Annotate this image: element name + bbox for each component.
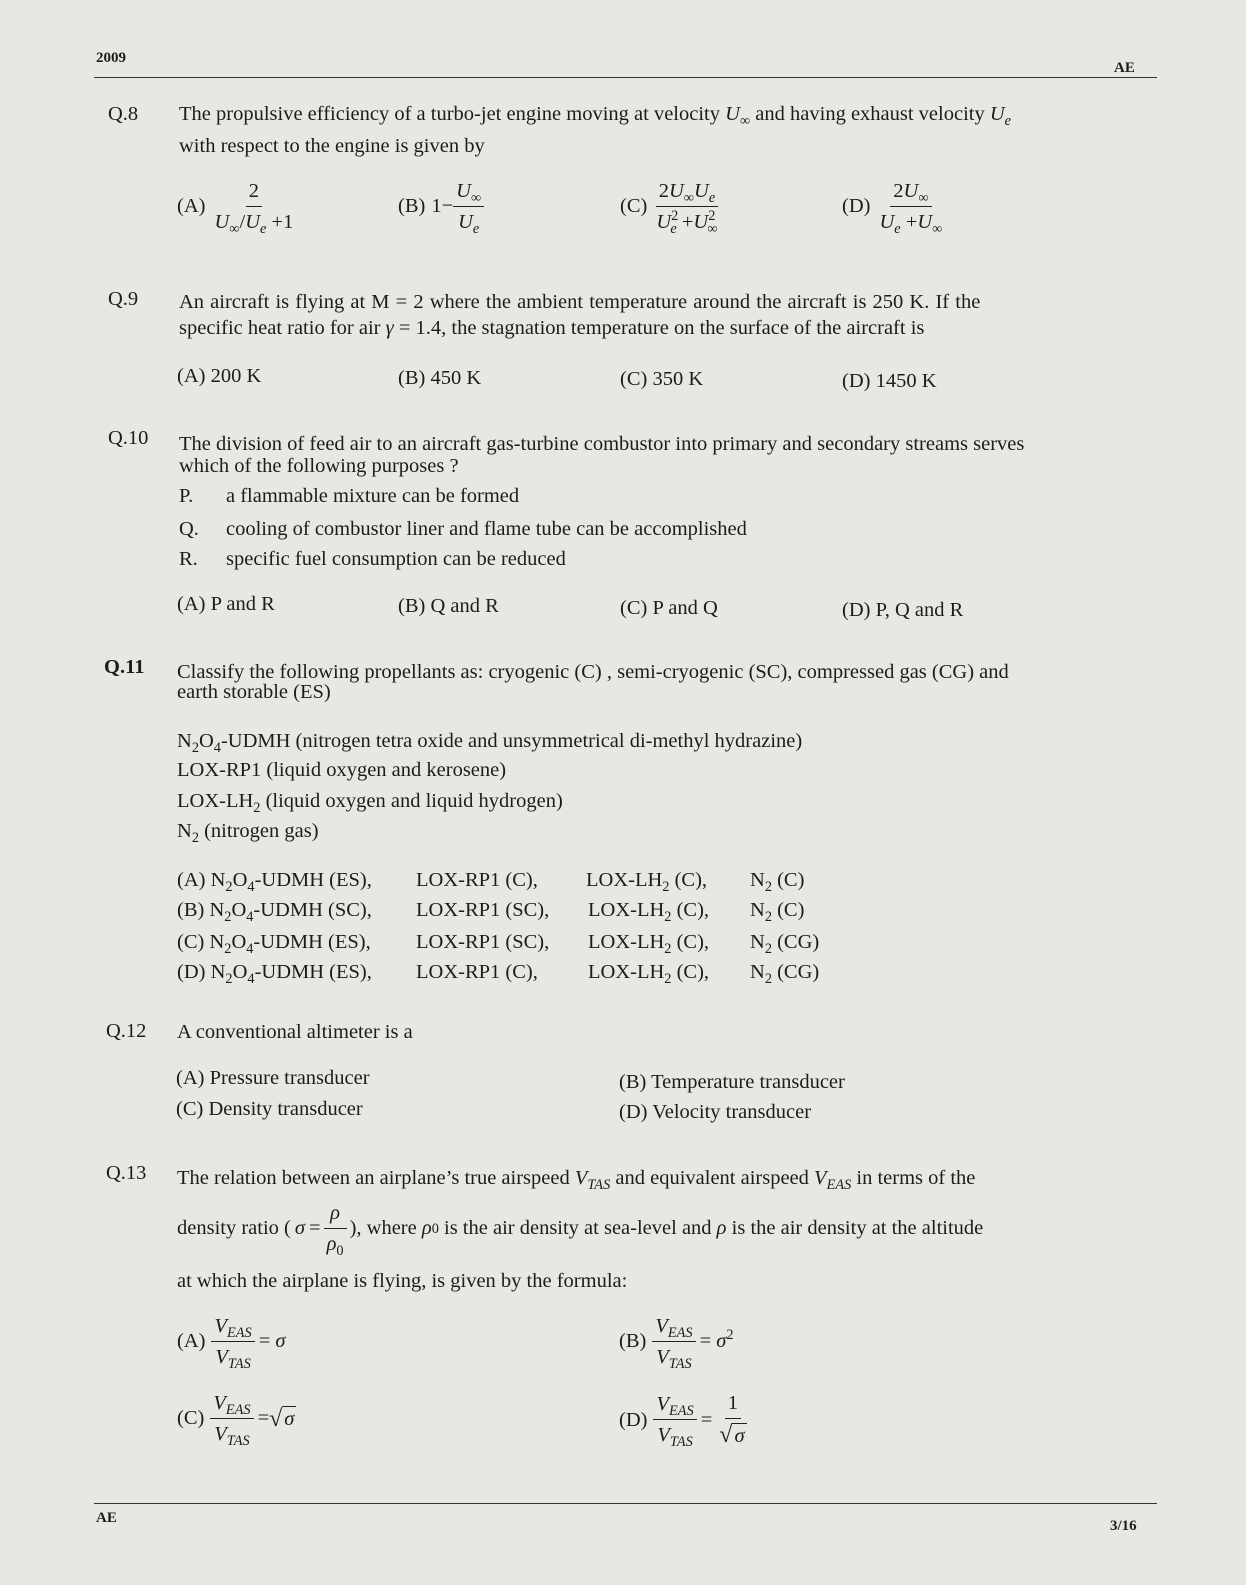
header-rule [94, 77, 1157, 78]
q10-option-b[interactable]: (B) Q and R [398, 595, 499, 617]
q12-option-b[interactable]: (B) Temperature transducer [619, 1071, 845, 1093]
q11-propellant-1: $N_2O_4$-UDMH (nitrogen tetra oxide and unsymmetrical di-methyl hydrazine) [177, 730, 803, 757]
footer-page-number: 3/16 [1110, 1518, 1137, 1534]
q8-option-c[interactable]: (C) $\frac{2U_\infty U_e}{U^2_e +U^2_\infty}$ [620, 180, 718, 237]
q10-number: Q.10 [108, 427, 149, 449]
q12-number: Q.12 [106, 1020, 147, 1042]
q10-statement-p: P. a flammable mixture can be formed [179, 485, 520, 507]
q9-number: Q.9 [108, 288, 139, 310]
q12-option-c[interactable]: (C) Density transducer [176, 1098, 363, 1120]
q8-stem-line2: with respect to the engine is given by [179, 135, 485, 157]
q11-propellant-2: LOX-RP1 (liquid oxygen and kerosene) [177, 759, 507, 781]
q9-stem-line2: specific heat ratio for air γ = 1.4, the stagnation temperature on the surface of the aircraft is [179, 317, 925, 339]
q10-option-a[interactable]: (A) P and R [177, 593, 275, 615]
q11-option-c[interactable]: (C) $N_2O_4$-UDMH (ES), LOX-RP1 (SC), LOX-$LH_2$ (C), $N_2$ (CG) [177, 931, 820, 958]
q8-option-a[interactable]: (A) $\frac{2}{U_\infty/U_e +1}$ [177, 180, 294, 237]
q8-option-b[interactable]: (B) 1− $\frac{U_\infty}{U_e}$ [398, 180, 484, 233]
q10-stem-line1: The division of feed air to an aircraft gas-turbine combustor into primary and secondary streams serves [179, 433, 1025, 455]
q11-stem-line2: earth storable (ES) [177, 681, 331, 703]
q9-option-a[interactable]: (A) 200 K [177, 365, 262, 387]
q10-stem-line2: which of the following purposes ? [179, 455, 459, 477]
q12-stem: A conventional altimeter is a [177, 1021, 413, 1043]
q9-option-d[interactable]: (D) 1450 K [842, 370, 937, 392]
q13-number: Q.13 [106, 1162, 147, 1184]
q10-statement-q: Q. cooling of combustor liner and flame tube can be accomplished [179, 518, 747, 540]
q10-statement-r: R. specific fuel consumption can be reduced [179, 548, 566, 570]
footer-paper-code: AE [96, 1510, 117, 1526]
q13-option-c[interactable]: (C) $\frac{V_{EAS}}{V_{TAS}}$ = √ σ [177, 1392, 295, 1449]
q9-option-b[interactable]: (B) 450 K [398, 367, 482, 389]
q13-option-d[interactable]: (D) $\frac{V_{EAS}}{V_{TAS}}$ = 1 √ σ [619, 1392, 745, 1450]
q11-propellant-3: LOX-$LH_2$ (liquid oxygen and liquid hydrogen) [177, 790, 563, 817]
q10-option-d[interactable]: (D) P, Q and R [842, 599, 964, 621]
q13-option-b[interactable]: (B) $\frac{V_{EAS}}{V_{TAS}}$ = $\sigma^2$ [619, 1315, 734, 1372]
q8-stem-line1: The propulsive efficiency of a turbo-jet engine moving at velocity $U_\infty$ and having exhaust velocity $U_e$ [179, 103, 1012, 130]
q13-stem-line3: at which the airplane is flying, is given by the formula: [177, 1270, 628, 1292]
q13-stem-line2: density ratio ( σ = $\frac{\rho}{\rho_0}$ ), where ρ 0 is the air density at sea-level and ρ is the air density at the altitude [177, 1202, 984, 1259]
q11-option-b[interactable]: (B) $N_2O_4$-UDMH (SC), LOX-RP1 (SC), LOX-$LH_2$ (C), $N_2$ (C) [177, 899, 805, 926]
q12-option-a[interactable]: (A) Pressure transducer [176, 1067, 370, 1089]
q13-option-a[interactable]: (A) $\frac{V_{EAS}}{V_{TAS}}$ = σ [177, 1315, 286, 1372]
q13-stem-line1: The relation between an airplane’s true airspeed $V_{TAS}$ and equivalent airspeed $V_{EAS}$ in terms of the [177, 1167, 976, 1194]
q8-option-d[interactable]: (D) $\frac{2U_\infty}{U_e +U_\infty}$ [842, 180, 943, 237]
q10-option-c[interactable]: (C) P and Q [620, 597, 718, 619]
q12-option-d[interactable]: (D) Velocity transducer [619, 1101, 812, 1123]
q9-stem-line1: An aircraft is flying at M = 2 where the ambient temperature around the aircraft is 250 K. If the [179, 291, 981, 313]
q11-propellant-4: $N_2$ (nitrogen gas) [177, 820, 319, 847]
q9-option-c[interactable]: (C) 350 K [620, 368, 704, 390]
footer-rule [94, 1503, 1157, 1504]
q11-option-d[interactable]: (D) $N_2O_4$-UDMH (ES), LOX-RP1 (C), LOX-$LH_2$ (C), $N_2$ (CG) [177, 961, 820, 988]
header-year: 2009 [96, 50, 126, 66]
q11-stem-line1: Classify the following propellants as: cryogenic (C) , semi-cryogenic (SC), compressed gas (CG) and [177, 661, 1009, 683]
q11-option-a[interactable]: (A) $N_2O_4$-UDMH (ES), LOX-RP1 (C), LOX-$LH_2$ (C), $N_2$ (C) [177, 869, 805, 896]
q8-number: Q.8 [108, 103, 139, 125]
q11-number: Q.11 [104, 656, 145, 678]
header-paper-code: AE [1114, 60, 1135, 76]
